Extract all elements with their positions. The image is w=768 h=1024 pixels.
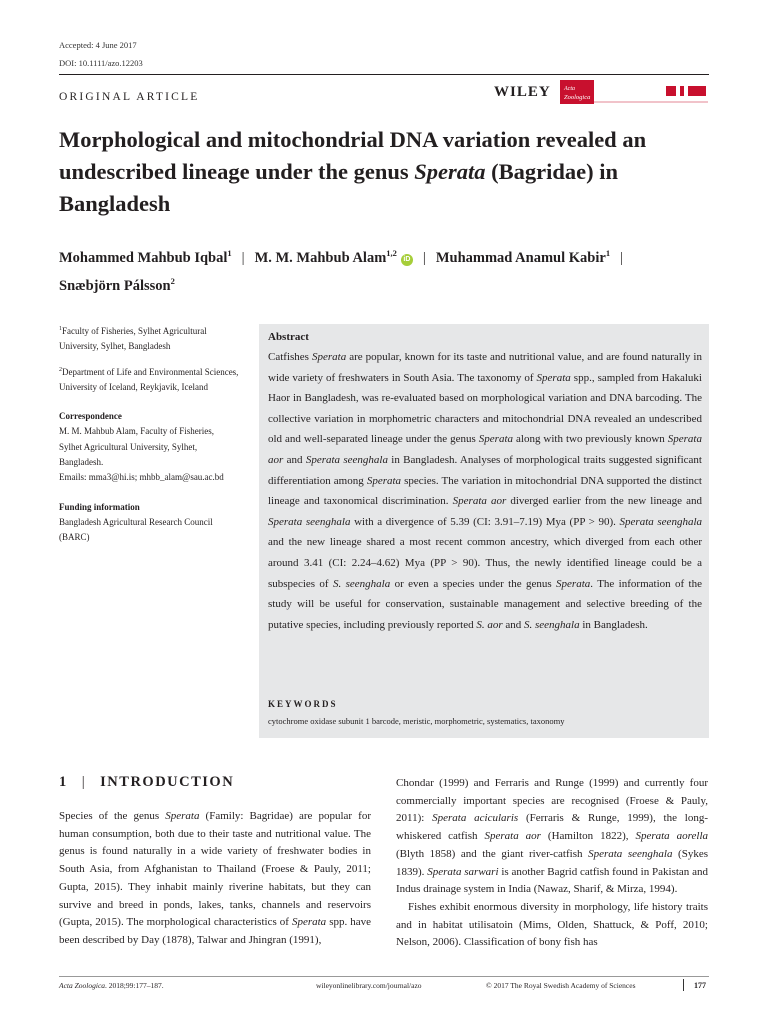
footer-divider [59,976,709,977]
correspondence-emails[interactable]: Emails: mma3@hi.is; mhbb_alam@sau.ac.bd [59,472,224,483]
doi[interactable]: DOI: 10.1111/azo.12203 [59,58,143,68]
intro-paragraph-2: Fishes exhibit enormous diversity in morphology, life history traits and in habitat utilisatoin (Mims, Olden, Shattuck, & Poff, 2010; Nelson, 2006). Classification of bony fish has [396,900,708,949]
author-separator: | [241,250,245,266]
footer-copyright: © 2017 The Royal Swedish Academy of Sciences [486,981,636,990]
abstract-text: Catfishes Sperata are popular, known for its taste and nutritional value, and are found naturally in wide variety of freshwaters in South Asia. The taxonomy of Sperata spp., sampled from Hakaluki Haor in Bangladesh, was re-evaluated based on morphological variation and DNA barcoding. The collective variation in morphometric characters and mitochondrial DNA revealed an undescribed old and well-separated lineage under the genus Sperata along with two previously known Sperata aor and Sperata seenghala in Bangladesh. Analyses of morphological traits suggested significant differentiation among Sperata species. The variation in mitochondrial DNA supported the distinct lineage and taxonomical discrimination. Sperata aor diverged earlier from the new lineage and Sperata seenghala with a divergence of 5.39 (CI: 3.91–7.19) Mya (PP > 90). Sperata seenghala and the new lineage shared a most recent common ancestry, which diverged from each other around 3.41 (CI: 2.24–4.62) Mya (PP > 90). Thus, the newly identified lineage could be a subspecies of S. seenghala or even a species under the genus Sperata. The information of the study will be useful for conservation, sustainable management and selective breeding of the putative species, including previously reported S. aor and S. seenghala in Bangladesh. [268,351,703,631]
keywords-text: cytochrome oxidase subunit 1 barcode, meristic, morphometric, systematics, taxonomy [268,716,565,726]
affiliation-1: $^1$Faculty of Fisheries, Sylhet Agricultural University, Sylhet, Bangladesh [59,326,207,352]
correspondence-text: M. M. Mahbub Alam, Faculty of Fisheries, Sylhet Agricultural University, Sylhet, Bangladesh. [59,426,214,468]
author-list: Mohammed Mahbub Iqbal$^1$ | M. M. Mahbub Alam$^{1,2}$iD | Muhammad Anamul Kabir$^1$ | Snæbjörn Pálsson$^2$ [59,248,623,294]
orcid-icon[interactable]: iD [401,254,413,266]
intro-paragraph-1-cont: Chondar (1999) and Ferraris and Runge (1999) and currently four commercially important species are recognised (Froese & Pauly, 2011): Sperata acicularis (Ferraris & Runge, 1999), the long-whiskered catfish Sperata aor (Hamilton 1822), Sperata aorella (Blyth 1858) and the giant river-catfish Sperata seenghala (Sykes 1839). Sperata sarwari is another Bagrid catfish found in Pakistan and Indus drainage system in India (Nawaz, Sharif, & Mirza, 1994). [396,777,709,896]
funding-text: Bangladesh Agricultural Research Council (BARC) [59,516,213,543]
author-separator: | [422,250,426,266]
author-name[interactable]: Snæbjörn Pálsson [59,278,171,294]
footer-journal-link[interactable]: wileyonlinelibrary.com/journal/azo [316,981,422,990]
abstract-heading: Abstract [268,331,309,343]
funding [59,500,239,546]
correspondence [59,409,239,485]
intro-paragraph-1: Species of the genus Sperata (Family: Bagridae) are popular for human consumption, both due to their taste and nutritional value. The genus is found naturally in a wide variety of freshwater bodies in South Asia, from Afghanistan to Thailand (Froese & Pauly, 2011; Gupta, 2015). They inhabit mainly riverine habitats, but they can survive and breed in ponds, lakes, tanks, channels and reservoirs (Gupta, 2015). The morphological characteristics of Sperata spp. have been described by Day (1878), Talwar and Jhingran (1991), [59,810,371,946]
footer-citation: Acta Zoologica. 2018;99:177–187. [59,981,164,990]
body-column-left [59,808,371,950]
title-genus: Sperata [414,159,486,184]
svg-text:Zoologica: Zoologica [564,94,591,101]
wiley-logo: WILEY [494,84,551,100]
page-number: 177 [694,981,706,990]
heading-separator: | [81,774,87,790]
article-title: Morphological and mitochondrial DNA variation revealed an undescribed lineage under the genus Sperata (Bagridae) in Bangladesh [59,127,647,216]
footer-separator [683,979,684,991]
funding-heading: Funding information [59,501,140,512]
header-divider [59,74,709,75]
author-name[interactable]: Muhammad Anamul Kabir [435,250,606,266]
section-heading: 1 | INTRODUCTION [59,774,235,790]
article-type: ORIGINAL ARTICLE [59,91,200,103]
article-sidebar [59,322,239,554]
svg-text:Acta: Acta [564,86,575,92]
keywords-heading: KEYWORDS [268,699,338,709]
acta-zoologica-logo [560,80,708,104]
author-name[interactable]: Mohammed Mahbub Iqbal [59,250,228,266]
affiliation-2: $^2$Department of Life and Environmental Sciences, University of Iceland, Reykjavik, Iceland [59,366,239,392]
author-separator: | [620,250,623,266]
correspondence-heading: Correspondence [59,411,122,422]
accepted-date: Accepted: 4 June 2017 [59,40,137,50]
author-name[interactable]: M. M. Mahbub Alam [254,250,387,266]
body-column-right [396,775,708,952]
